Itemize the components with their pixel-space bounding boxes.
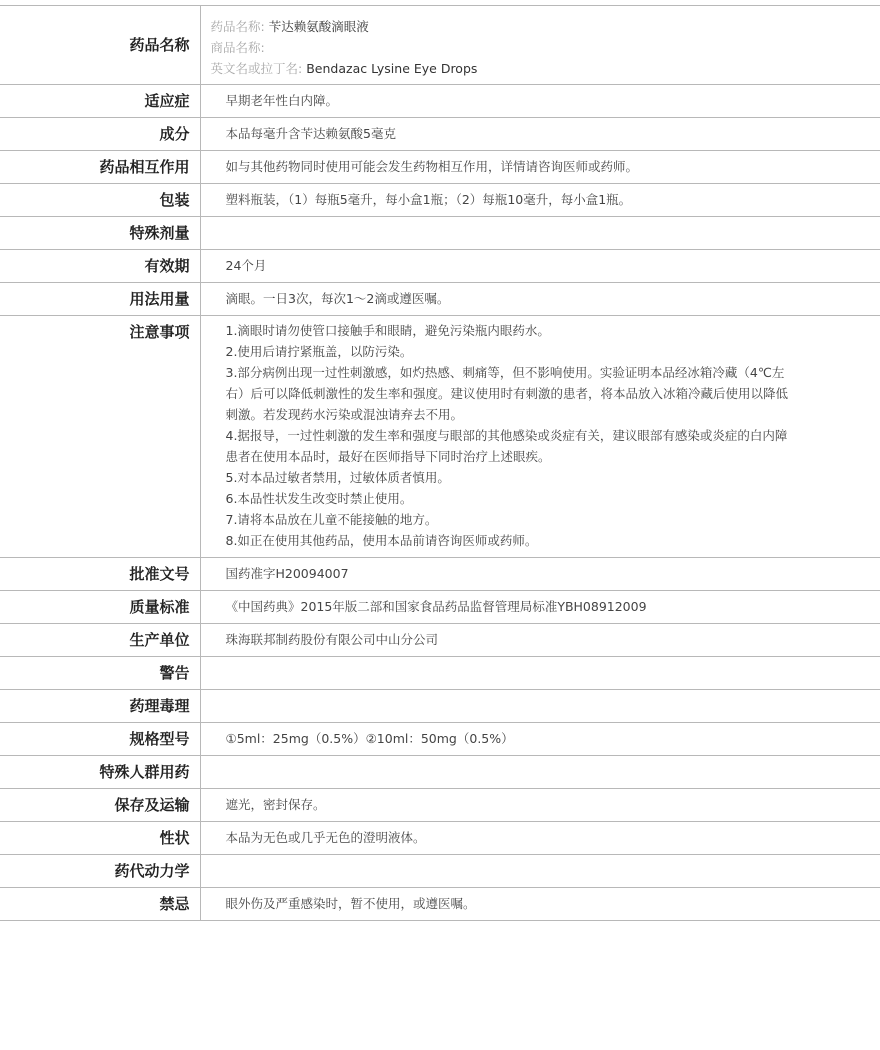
- label-pharmacokinetics: 药代动力学: [0, 855, 200, 888]
- row-ingredients: [0, 118, 880, 151]
- value-packaging: 塑料瓶装，（1）每瓶5毫升，每小盒1瓶；（2）每瓶10毫升，每小盒1瓶。: [225, 192, 632, 207]
- label-interactions: 药品相互作用: [0, 151, 200, 184]
- label-usage: 用法用量: [0, 283, 200, 316]
- value-usage: 滴眼。一日3次，每次1～2滴或遵医嘱。: [225, 291, 450, 306]
- precaution-item: 7.请将本品放在儿童不能接触的地方。: [225, 512, 438, 527]
- precaution-item: 1.滴眼时请勿使管口接触手和眼睛，避免污染瓶内眼药水。: [225, 323, 550, 338]
- generic-name-key: 药品名称:: [210, 19, 265, 34]
- label-warning: 警告: [0, 657, 200, 690]
- value-special-dosage: [200, 217, 880, 250]
- label-pharmacology: 药理毒理: [0, 690, 200, 723]
- row-pharmacology: [0, 690, 880, 723]
- row-usage: [0, 283, 880, 316]
- label-validity: 有效期: [0, 250, 200, 283]
- row-quality: [0, 591, 880, 624]
- label-spec: 规格型号: [0, 723, 200, 756]
- value-interactions: 如与其他药物同时使用可能会发生药物相互作用，详情请咨询医师或药师。: [225, 159, 639, 174]
- trade-name-key: 商品名称:: [210, 40, 265, 55]
- value-validity: 24个月: [225, 258, 267, 273]
- row-spec: [0, 723, 880, 756]
- row-approval: [0, 558, 880, 591]
- label-special-dosage: 特殊剂量: [0, 217, 200, 250]
- value-spec: ①5ml：25mg（0.5%）②10ml：50mg（0.5%）: [225, 731, 514, 746]
- english-name-line: [211, 58, 880, 79]
- label-appearance: 性状: [0, 822, 200, 855]
- value-precautions: [200, 316, 880, 558]
- label-indication: 适应症: [0, 85, 200, 118]
- label-manufacturer: 生产单位: [0, 624, 200, 657]
- row-precautions: [0, 316, 880, 558]
- row-special-population: [0, 756, 880, 789]
- row-packaging: [0, 184, 880, 217]
- label-quality: 质量标准: [0, 591, 200, 624]
- value-indication: 早期老年性白内障。: [225, 93, 339, 108]
- value-approval: 国药准字H20094007: [225, 566, 349, 581]
- value-name: [200, 6, 880, 85]
- precaution-item: 3.部分病例出现一过性刺激感，如灼热感、刺痛等，但不影响使用。实验证明本品经冰箱冷藏（4℃左右）后可以降低刺激性的发生率和强度。建议使用时有刺激的患者，将本品放入冰箱冷藏后使用以降低刺激。若发现药水污染或混浊请弃去不用。: [225, 365, 789, 422]
- row-indication: [0, 85, 880, 118]
- row-appearance: [0, 822, 880, 855]
- row-pharmacokinetics: [0, 855, 880, 888]
- label-contraindications: 禁忌: [0, 888, 200, 921]
- row-validity: [0, 250, 880, 283]
- precaution-item: 8.如正在使用其他药品，使用本品前请咨询医师或药师。: [225, 533, 538, 548]
- value-appearance: 本品为无色或几乎无色的澄明液体。: [225, 830, 426, 845]
- precaution-item: 4.据报导，一过性刺激的发生率和强度与眼部的其他感染或炎症有关，建议眼部有感染或炎症的白内障患者在使用本品时，最好在医师指导下同时治疗上述眼疾。: [225, 428, 788, 464]
- row-storage: [0, 789, 880, 822]
- drug-spec-table: [0, 5, 880, 921]
- label-special-population: 特殊人群用药: [0, 756, 200, 789]
- precaution-item: 5.对本品过敏者禁用，过敏体质者慎用。: [225, 470, 450, 485]
- precaution-item: 2.使用后请拧紧瓶盖，以防污染。: [225, 344, 413, 359]
- label-precautions: 注意事项: [0, 316, 200, 558]
- value-storage: 遮光，密封保存。: [225, 797, 326, 812]
- precaution-item: 6.本品性状发生改变时禁止使用。: [225, 491, 413, 506]
- value-ingredients: 本品每毫升含苄达赖氨酸5毫克: [225, 126, 396, 141]
- value-contraindications: 眼外伤及严重感染时，暂不使用，或遵医嘱。: [225, 896, 476, 911]
- label-name: 药品名称: [0, 6, 200, 85]
- value-quality: 《中国药典》2015年版二部和国家食品药品监督管理局标准YBH08912009: [225, 599, 647, 614]
- value-pharmacology: [200, 690, 880, 723]
- label-storage: 保存及运输: [0, 789, 200, 822]
- row-contraindications: [0, 888, 880, 921]
- row-name: [0, 6, 880, 85]
- generic-name-value: 苄达赖氨酸滴眼液: [268, 19, 369, 34]
- trade-name-line: [211, 37, 880, 58]
- value-special-population: [200, 756, 880, 789]
- label-ingredients: 成分: [0, 118, 200, 151]
- row-interactions: [0, 151, 880, 184]
- value-manufacturer: 珠海联邦制药股份有限公司中山分公司: [225, 632, 439, 647]
- row-special-dosage: [0, 217, 880, 250]
- english-name-value: Bendazac Lysine Eye Drops: [306, 61, 478, 76]
- row-warning: [0, 657, 880, 690]
- label-approval: 批准文号: [0, 558, 200, 591]
- row-manufacturer: [0, 624, 880, 657]
- generic-name-line: [211, 16, 880, 37]
- value-pharmacokinetics: [200, 855, 880, 888]
- value-warning: [200, 657, 880, 690]
- label-packaging: 包装: [0, 184, 200, 217]
- english-name-key: 英文名或拉丁名:: [210, 61, 303, 76]
